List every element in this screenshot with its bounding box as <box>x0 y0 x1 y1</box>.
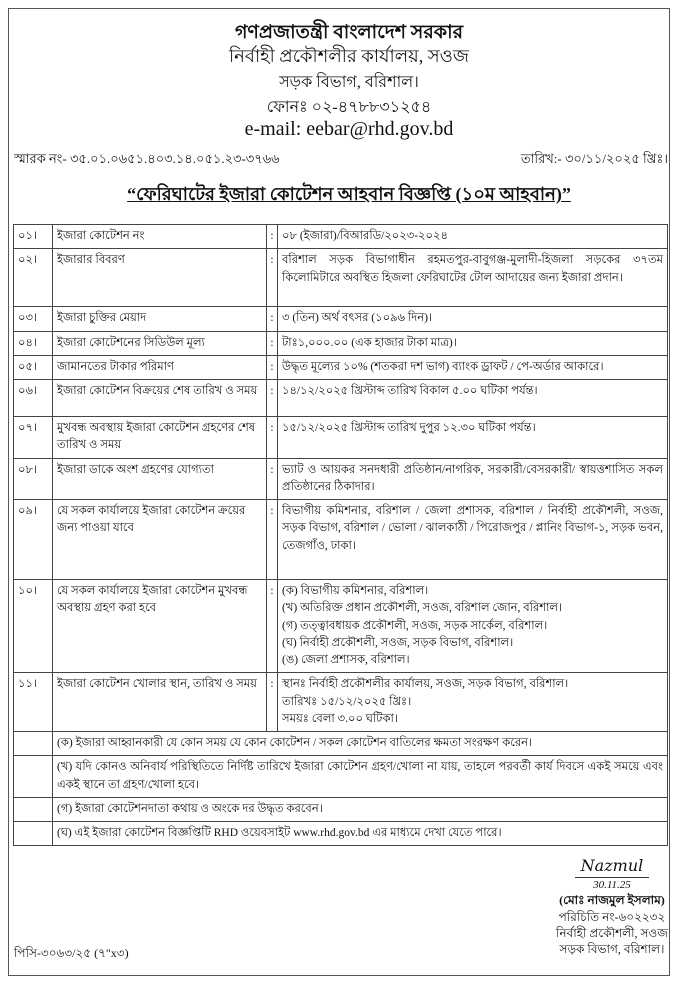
row-number: ০৫। <box>14 355 53 379</box>
row-label: যে সকল কার্যালয়ে ইজারা কোটেশন মুখবন্ধ অবস্থায় গ্রহণ করা হবে <box>53 580 267 673</box>
value-line: তারিখঃ ১৫/১২/২০২৫ খ্রিঃ। <box>282 695 412 708</box>
table-row <box>14 355 668 379</box>
value-line: (ক) বিভাগীয় কমিশনার, বরিশাল। <box>282 585 429 597</box>
row-number: ০২। <box>14 249 53 307</box>
row-colon: : <box>267 225 278 249</box>
value-line: (ঙ) জেলা প্রশাসক, বরিশাল। <box>282 654 410 666</box>
note-text: (ক) ইজারা আহ্বানকারী যে কোন সময় যে কোন কোটেশন / সকল কোটেশন বাতিলের ক্ষমতা সংরক্ষণ করেন। <box>53 732 668 756</box>
row-colon: : <box>267 307 278 331</box>
note-row <box>14 756 668 798</box>
row-value: উদ্ধৃত মূল্যের ১০% (শতকরা দশ ভাগ) ব্যাংক ড্রাফট / পে-অর্ডার আকারে। <box>278 355 668 379</box>
note-blank <box>14 732 53 756</box>
row-value: ১৫/১২/২০২৫ খ্রিস্টাব্দ তারিখ দুপুর ১২.৩০ ঘটিকা পর্যন্ত। <box>278 417 668 459</box>
row-number: ০৯। <box>14 500 53 580</box>
row-number: ১০। <box>14 580 53 673</box>
signatory-name: (মোঃ নাজমুল ইসলাম) <box>559 893 665 908</box>
row-label: ইজারা ডাকে অংশ গ্রহণের যোগ্যতা <box>53 458 267 500</box>
table-row <box>14 331 668 355</box>
row-label: জামানতের টাকার পরিমাণ <box>53 355 267 379</box>
note-text: (খ) যদি কোনও অনিবার্য পরিস্থিতিতে নির্দিষ্ট তারিখে ইজারা কোটেশন গ্রহণ/খোলা না যায়, তাহলে পরবর্তী কার্য দিবসে একই সময়ে এবং একই স্থানে তা গ্রহণ/খোলা হবে। <box>53 756 668 798</box>
row-label: মুখবন্ধ অবস্থায় ইজারা কোটেশন গ্রহণের শেষ তারিখ ও সময় <box>53 417 267 459</box>
row-colon: : <box>267 580 278 673</box>
table-row <box>14 307 668 331</box>
value-line: (গ) তত্ত্বাবধায়ক প্রকৌশলী, সওজ, সড়ক সার্কেল, বরিশাল। <box>282 619 548 632</box>
email-address: e-mail: eebar@rhd.gov.bd <box>244 118 454 140</box>
government-heading: গণপ্রজাতন্ত্রী বাংলাদেশ সরকার <box>234 22 464 43</box>
notice-table <box>13 224 668 846</box>
pc-number: পিসি-৩০৬৩/২৫ (৭"x৩) <box>14 946 129 960</box>
signatory-designation: নির্বাহী প্রকৌশলী, সওজ <box>555 925 668 940</box>
notice-title <box>0 180 698 211</box>
signature-scrawl: Nazmul <box>575 855 650 878</box>
row-value: ১৪/১২/২০২৫ খ্রিস্টাব্দ তারিখ বিকাল ৫.০০ ঘটিকা পর্যন্ত। <box>278 380 668 417</box>
notice-title-text: “ফেরিঘাটের ইজারা কোটেশন আহবান বিজ্ঞপ্তি (১০ম আহবান)” <box>127 184 571 204</box>
table-row <box>14 380 668 417</box>
phone-number: ফোনঃ ০২-৪৭৮৮৩১২৫৪ <box>266 99 432 116</box>
table-row <box>14 580 668 673</box>
office-name: নির্বাহী প্রকৌশলীর কার্যালয়, সওজ <box>229 46 469 66</box>
row-number: ০৭। <box>14 417 53 459</box>
row-colon: : <box>267 500 278 580</box>
row-colon: : <box>267 380 278 417</box>
value-line: (ঘ) নির্বাহী প্রকৌশলী, সওজ, সড়ক বিভাগ, বরিশাল। <box>282 636 514 649</box>
signatory-division: সড়ক বিভাগ, বরিশাল। <box>559 942 665 956</box>
row-label: ইজারা কোটেশন নং <box>53 225 267 249</box>
row-label: ইজারা কোটেশনের সিডিউল মূল্য <box>53 331 267 355</box>
value-line: (খ) অতিরিক্ত প্রধান প্রকৌশলী, সওজ, বরিশাল জোন, বরিশাল। <box>282 602 563 615</box>
row-number: ১১। <box>14 673 53 732</box>
division-name: সড়ক বিভাগ, বরিশাল। <box>279 74 419 91</box>
note-text: (গ) ইজারা কোটেশনদাতা কথায় ও অংকে দর উদ্ধৃত করবেন। <box>53 797 668 821</box>
row-label: ইজারা চুক্তির মেয়াদ <box>53 307 267 331</box>
row-label: যে সকল কার্যালয়ে ইজারা কোটেশন ক্রয়ের জন্য পাওয়া যাবে <box>53 500 267 580</box>
note-row <box>14 822 668 846</box>
row-label: ইজারা কোটেশন খোলার স্থান, তারিখ ও সময় <box>53 673 267 732</box>
table-row <box>14 673 668 732</box>
row-value: ভ্যাট ও আয়কর সনদধারী প্রতিষ্ঠান/নাগরিক, সরকারী/বেসরকারী/ স্বায়ত্তশাসিত সকল প্রতিষ্ঠানের ঠিকাদার। <box>278 458 668 500</box>
row-value: বরিশাল সড়ক বিভাগাধীন রহমতপুর-বাবুগঞ্জ-মুলাদী-হিজলা সড়কের ৩৭তম কিলোমিটারে অবস্থিত হিজলা ফেরিঘাটের টোল আদায়ের জন্য ইজারা প্রদান। <box>278 249 668 307</box>
table-row <box>14 249 668 307</box>
signature-block <box>556 855 668 957</box>
row-colon: : <box>267 673 278 732</box>
row-value: ৩ (তিন) অর্থ বৎসর (১০৯৬ দিন)। <box>278 307 668 331</box>
row-colon: : <box>267 458 278 500</box>
note-blank <box>14 756 53 798</box>
table-row <box>14 500 668 580</box>
row-colon: : <box>267 355 278 379</box>
note-text: (ঘ) এই ইজারা কোটেশন বিজ্ঞপ্তিটি RHD ওয়েবসাইট www.rhd.gov.bd এর মাধ্যমে দেখা যেতে পারে। <box>53 822 668 846</box>
row-number: ০৪। <box>14 331 53 355</box>
row-value: ০৮ (ইজারা)/বিআরডি/২০২৩-২০২৪ <box>278 225 668 249</box>
row-value <box>278 580 668 673</box>
memo-number: স্মারক নং- ৩৫.০১.০৬৫১.৪০৩.১৪.০৫১.২৩-৩৭৬৬ <box>14 151 280 166</box>
note-blank <box>14 797 53 821</box>
row-number: ০১। <box>14 225 53 249</box>
row-number: ০৮। <box>14 458 53 500</box>
row-number: ০৬। <box>14 380 53 417</box>
row-value: টাঃ১,০০০.০০ (এক হাজার টাকা মাত্র)। <box>278 331 668 355</box>
row-label: ইজারা কোটেশন বিক্রয়ের শেষ তারিখ ও সময় <box>53 380 267 417</box>
row-value <box>278 673 668 732</box>
table-row <box>14 225 668 249</box>
row-colon: : <box>267 249 278 307</box>
row-number: ০৩। <box>14 307 53 331</box>
note-blank <box>14 822 53 846</box>
table-row <box>14 417 668 459</box>
note-row <box>14 797 668 821</box>
signature-date: 30.11.25 <box>593 878 631 891</box>
table-row <box>14 458 668 500</box>
row-label: ইজারার বিবরণ <box>53 249 267 307</box>
memo-date: তারিখ:- ৩০/১১/২০২৫ খ্রিঃ। <box>520 151 668 166</box>
value-line: স্থানঃ নির্বাহী প্রকৌশলীর কার্যালয়, সওজ, সড়ক বিভাগ, বরিশাল। <box>282 678 569 691</box>
value-line: সময়ঃ বেলা ৩.০০ ঘটিকা। <box>282 712 398 725</box>
note-row <box>14 732 668 756</box>
row-colon: : <box>267 331 278 355</box>
signatory-id: পরিচিতি নং-৬০২২৩২ <box>558 909 666 924</box>
row-value: বিভাগীয় কমিশনার, বরিশাল / জেলা প্রশাসক, বরিশাল / নির্বাহী প্রকৌশলী, সওজ, সড়ক বিভাগ, বরিশাল / ভোলা / ঝালকাঠী / পিরোজপুর / প্লানিং বিভাগ-১, সড়ক ভবন, তেজগাঁও, ঢাকা। <box>278 500 668 580</box>
row-colon: : <box>267 417 278 459</box>
